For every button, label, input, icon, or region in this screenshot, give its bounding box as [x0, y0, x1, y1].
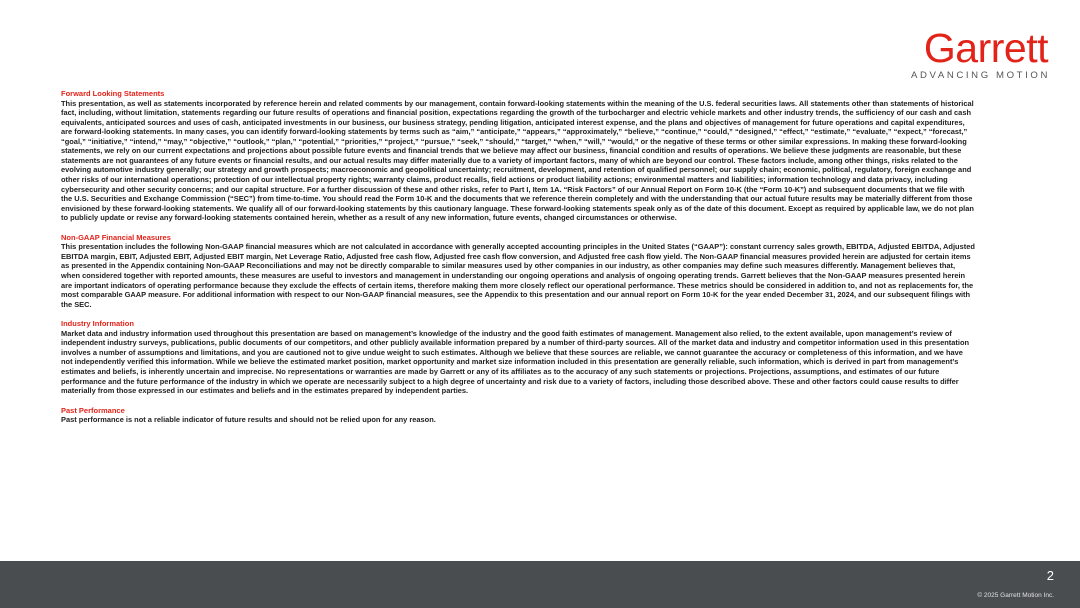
section-title: Past Performance: [61, 405, 125, 415]
section-body: This presentation includes the following Non-GAAP financial measures which are not calculated in accordance with generally accepted accounting principles in the United States (“GAAP”): constant currency sales growth, EBITDA, Adjusted EBITDA, Adjusted EBITDA margin, EBIT, Adjusted EBIT, Adjusted EBIT margin, Net Leverage Ratio, Adjusted free cash flow, Adjusted free cash flow conversion, and Adjusted free cash flow yield. The Non-GAAP financial measures provided herein are adjusted for certain items as presented in the Appendix containing Non-GAAP Reconciliations and may not be directly comparable to similar measures used by other companies in our industry, as other companies may define such measures differently. Management believes that, when considered together with reported amounts, these measures are useful to investors and management in understanding our ongoing operations and analysis of ongoing operating trends. Garrett believes that the Non-GAAP measures presented herein are important indicators of operating performance because they exclude the effects of certain items, therefore making them more closely reflect our operational performance. These metrics should be considered in addition to, and not as replacements for, the most comparable GAAP measure. For additional information with respect to our Non-GAAP financial measures, see the Appendix to this presentation and our annual report on Form 10-K for the year ended December 31, 2024, and our subsequent filings with the SEC.: [61, 242, 975, 309]
section-body: Market data and industry information used throughout this presentation are based on management’s knowledge of the industry and the good faith estimates of management. Management also relied, to the extent available, upon management’s review of independent industry surveys, publications, public documents of our competitors, and other publicly available information prepared by a number of third-party sources. All of the market data and industry and competitor information used in this presentation involves a number of assumptions and limitations, and you are cautioned not to give undue weight to such estimates. Although we believe that these sources are reliable, we cannot guarantee the accuracy or completeness of this information, and we have not independently verified this information. While we believe the estimated market position, market opportunity and market size information included in this presentation are generally reliable, such information, which is derived in part from management’s estimates and beliefs, is inherently uncertain and imprecise. No representations or warranties are made by Garrett or any of its affiliates as to the accuracy of any such statements or projections. Projections, assumptions, and estimates of our future performance and the future performance of the industry in which we operate are necessarily subject to a high degree of uncertainty and risk due to a variety of factors, including those described above. These and other factors could cause results to differ materially from those expressed in our estimates and beliefs and in the estimates prepared by independent parties.: [61, 328, 970, 396]
section-body: Past performance is not a reliable indicator of future results and should not be relied upon for any reason.: [61, 415, 436, 425]
logo-wordmark: Garrett: [923, 25, 1048, 71]
garrett-logo: [900, 26, 1050, 81]
disclaimer-content: [61, 89, 975, 435]
logo-tagline: ADVANCING MOTION: [911, 70, 1050, 81]
section-forward-looking-statements: [61, 89, 975, 223]
section-past-performance: [61, 406, 975, 425]
footer-bar: [0, 561, 1080, 608]
section-title: Non-GAAP Financial Measures: [61, 232, 171, 242]
section-non-gaap-financial-measures: [61, 233, 975, 309]
section-title: Forward Looking Statements: [61, 89, 165, 98]
section-industry-information: [61, 319, 975, 395]
copyright-notice: © 2025 Garrett Motion Inc.: [977, 592, 1054, 599]
section-body: This presentation, as well as statements incorporated by reference herein and related comments by our management, contain forward-looking statements within the meaning of the U.S. federal securities laws. All statements other than statements of historical fact, including, without limitation, statements regarding our future results of operations and financial position, expectations regarding the growth of the turbocharger and electric vehicle markets and other industry trends, the sufficiency of our cash and cash equivalents, anticipated sources and uses of cash, anticipated investments in our business, our business strategy, pending litigation, anticipated interest expense, and the plans and objectives of management for future operations and capital expenditures, are forward-looking statements. In many cases, you can identify forward-looking statements by terms such as “aim,” “anticipate,” “appears,” “approximately,” “believe,” “continue,” “could,” “designed,” “effect,” “estimate,” “evaluate,” “expect,” “forecast,” “goal,” “initiative,” “intend,” “may,” “objective,” “outlook,” “plan,” “potential,” “priorities,” “project,” “pursue,” “seek,” “should,” “target,” “when,” “will,” “would,” or the negative of these terms or other similar expressions. In making these forward-looking statements, we rely on our current expectations and projections about possible future events and financial trends that we believe may affect our business, financial condition and results of operations. We believe these judgments are reasonable, but these statements are not guarantees of any future events or financial results, and our actual results may differ materially due to a variety of important factors, many of which are beyond our control. These factors include, among other things, risks related to the evolving automotive industry generally; our strategy and growth prospects; macroeconomic and geopolitical uncertainty; recruitment, development, and retention of qualified personnel; our supply chain; economic, political, regulatory, foreign exchange and other risks of our international operations; protection of our intellectual property rights; warranty claims, product recalls, field actions or product liability actions; environmental matters and liabilities; information technology and data privacy, including cybersecurity and other security concerns; and our capital structure. For a further discussion of these and other risks, refer to Part I, Item 1A. “Risk Factors” of our Annual Report on Form 10-K (the “Form 10-K”) and subsequent documents that we file with the U.S. Securities and Exchange Commission (“SEC”) from time-to-time. You should read the Form 10-K and the documents that we reference therein completely and with the understanding that our actual future results may be materially different from those envisioned by these forward-looking statements. We qualify all of our forward-looking statements by this cautionary language. These forward-looking statements speak only as of the date of this document. Except as required by applicable law, we do not plan to publicly update or revise any forward-looking statements contained herein, whether as a result of any new information, future events, changed circumstances or otherwise.: [61, 98, 974, 223]
section-title: Industry Information: [61, 319, 134, 329]
page-number: 2: [1046, 568, 1054, 583]
